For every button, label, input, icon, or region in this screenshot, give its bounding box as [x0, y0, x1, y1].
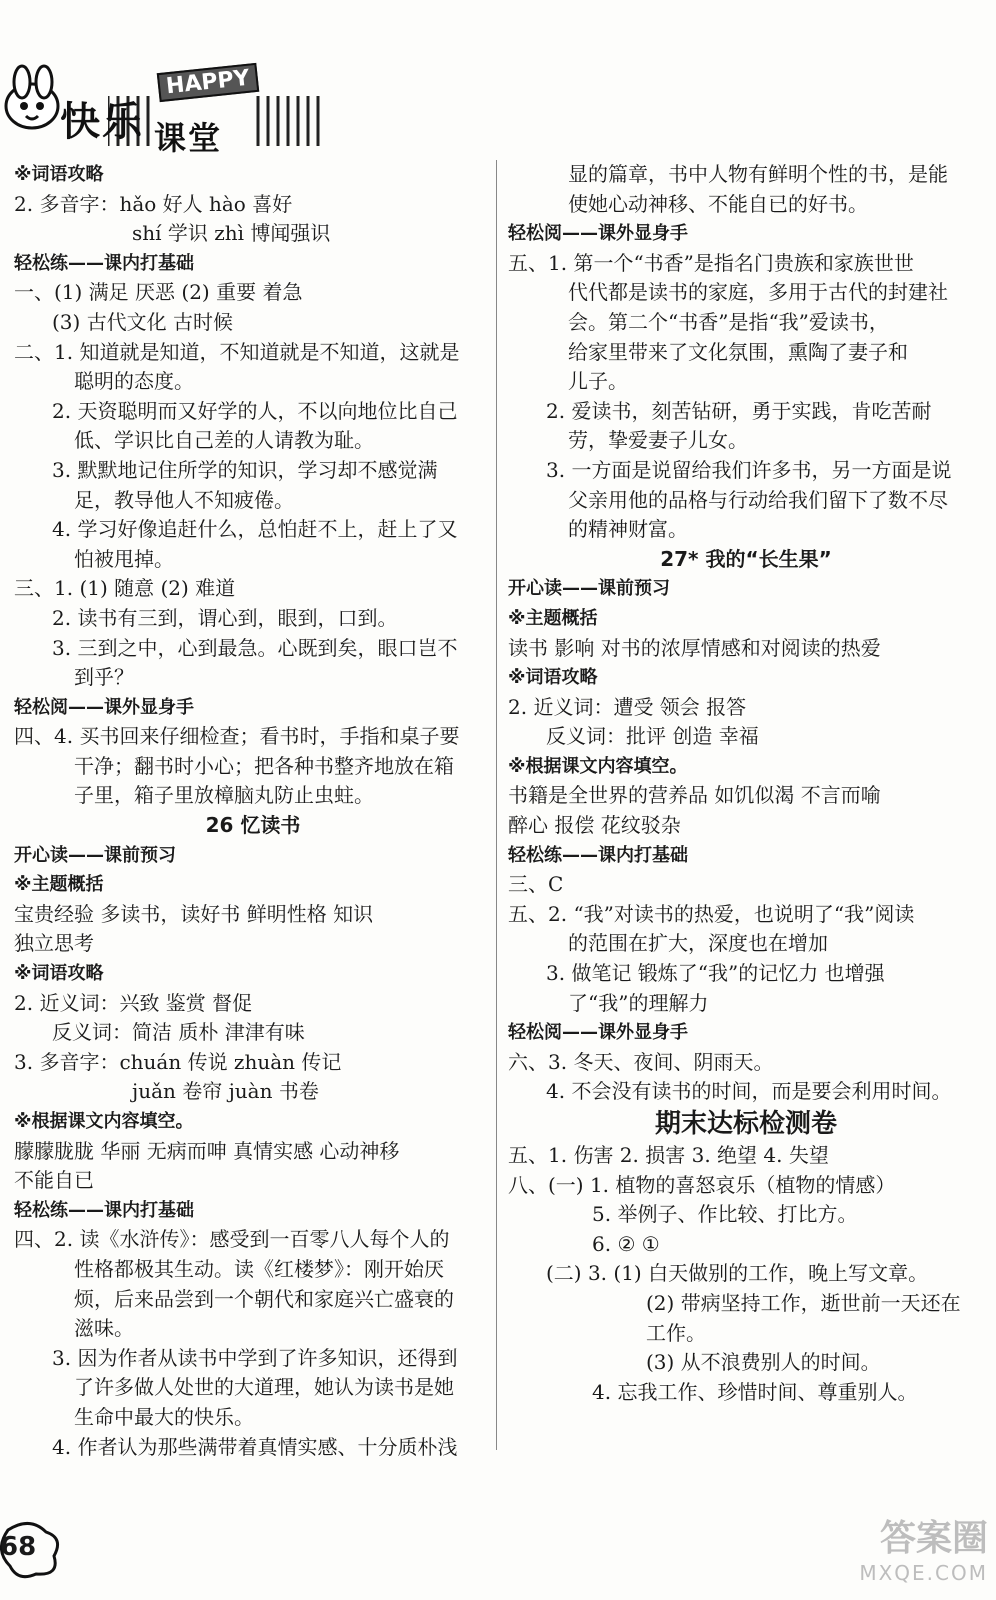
answer-line: 父亲用他的品格与行动给我们留下了数不尽 — [568, 487, 948, 512]
page-number-badge — [0, 1520, 62, 1580]
answer-line: 4. 作者认为那些满带着真情实感、十分质朴浅 — [52, 1434, 458, 1459]
answer-line: (二) 3. (1) 白天做别的工作，晚上写文章。 — [546, 1261, 929, 1286]
answer-line: 使她心动神移、不能自已的好书。 — [568, 191, 868, 216]
brand-title: 快乐 — [60, 99, 144, 145]
answer-line: 的精神财富。 — [568, 517, 688, 542]
watermark-brand: 答案圈 — [879, 1518, 988, 1559]
answer-line: 2. 多音字：hǎo 好人 hào 喜好 — [14, 191, 293, 216]
section-heading: ※词语攻略 — [14, 963, 104, 985]
watermark-url: MXQE.COM — [859, 1561, 988, 1585]
answer-line: 生命中最大的快乐。 — [74, 1404, 254, 1429]
answer-line: 5. 举例子、作比较、打比方。 — [592, 1202, 858, 1227]
answer-line: 低、学识比自己差的人请教为耻。 — [74, 428, 374, 453]
brand-subtitle: 课堂 — [154, 119, 223, 157]
left-column — [14, 160, 492, 1462]
answer-line: 2. 近义词：兴致 鉴赏 督促 — [14, 990, 253, 1015]
answer-line: 儿子。 — [568, 369, 628, 394]
section-heading: 开心读——课前预习 — [508, 578, 670, 600]
answer-line: 4. 忘我工作、珍惜时间、尊重别人。 — [592, 1379, 918, 1404]
section-heading: ※词语攻略 — [14, 164, 104, 185]
answer-line: 不能自已 — [14, 1168, 94, 1193]
answer-line: 读书 影响 对书的浓厚情感和对阅读的热爱 — [508, 635, 881, 660]
section-heading: ※词语攻略 — [508, 667, 598, 689]
answer-line: 4. 不会没有读书的时间，而是要会利用时间。 — [546, 1079, 952, 1104]
right-column — [508, 160, 984, 1407]
answer-line: 3. 因为作者从读书中学到了许多知识，还得到 — [52, 1345, 458, 1370]
answer-line: 2. 天资聪明而又好学的人，不以向地位比自己 — [52, 398, 458, 423]
answer-line: 了许多做人处世的大道理，她认为读书是她 — [74, 1375, 454, 1400]
answer-line: 宝贵经验 多读书，读好书 鲜明性格 知识 — [14, 901, 374, 926]
section-heading: 轻松阅——课外显身手 — [508, 1022, 688, 1044]
answer-line: juǎn 卷帘 juàn 书卷 — [132, 1079, 319, 1104]
answer-line: 三、1. (1) 随意 (2) 难道 — [14, 576, 236, 601]
answer-line: 3. 默默地记住所学的知识，学习却不感觉满 — [52, 457, 438, 482]
answer-line: 六、3. 冬天、夜间、阴雨天。 — [508, 1049, 774, 1074]
answer-line: 2. 近义词：遭受 领会 报答 — [508, 694, 747, 719]
section-heading: 轻松阅——课外显身手 — [508, 223, 688, 245]
answer-line: 2. 读书有三到，谓心到，眼到，口到。 — [52, 605, 398, 630]
answer-line: 五、1. 第一个“书香”是指名门贵族和家族世世 — [508, 250, 914, 275]
answer-line: 反义词：批评 创造 幸福 — [546, 724, 759, 749]
answer-line: 3. 三到之中，心到最急。心既到矣，眼口岂不 — [52, 635, 458, 660]
section-heading: 轻松练——课内打基础 — [14, 1199, 194, 1221]
answer-line: 6. ② ① — [592, 1231, 660, 1256]
answer-line: 3. 一方面是说留给我们许多书，另一方面是说 — [546, 457, 952, 482]
answer-line: 2. 爱读书，刻苦钻研，勇于实践，肯吃苦耐 — [546, 398, 932, 423]
lesson-title: 27* 我的“长生果” — [660, 546, 832, 571]
answer-line: shí 学识 zhì 博闻强识 — [132, 221, 331, 246]
page-header — [0, 0, 340, 160]
answer-line: 了“我”的理解力 — [568, 990, 709, 1015]
section-heading: ※主题概括 — [14, 874, 104, 896]
answer-line: 会。第二个“书香”是指“我”爱读书， — [568, 309, 889, 334]
answer-line: 怕被甩掉。 — [74, 546, 174, 571]
answer-line: 到乎？ — [74, 665, 134, 690]
answer-line: 一、(1) 满足 厌恶 (2) 重要 着急 — [14, 280, 303, 305]
answer-line: 滋味。 — [74, 1316, 134, 1341]
answer-line: 四、2. 读《水浒传》：感受到一百零八人每个人的 — [14, 1227, 450, 1252]
answer-line: 四、4. 买书回来仔细检查；看书时，手指和桌子要 — [14, 724, 460, 749]
answer-line: 足，教导他人不知疲倦。 — [74, 487, 294, 512]
answer-line: 聪明的态度。 — [74, 369, 194, 394]
section-heading: 开心读——课前预习 — [14, 844, 176, 866]
section-heading: ※根据课文内容填空。 — [508, 755, 688, 777]
answer-line: 独立思考 — [14, 931, 94, 956]
lesson-title: 26 忆读书 — [205, 813, 301, 838]
answer-line: 五、1. 伤害 2. 损害 3. 绝望 4. 失望 — [508, 1143, 829, 1167]
answer-line: 子里，箱子里放樟脑丸防止虫蛀。 — [74, 783, 374, 808]
lesson-title: 期末达标检测卷 — [654, 1109, 837, 1139]
section-heading: 轻松练——课内打基础 — [508, 844, 688, 866]
watermark — [838, 1510, 988, 1590]
answer-line: 朦朦胧胧 华丽 无病而呻 真情实感 心动神移 — [14, 1138, 400, 1163]
answer-line: (2) 带病坚持工作，逝世前一天还在 — [646, 1290, 961, 1315]
answer-line: 显的篇章，书中人物有鲜明个性的书，是能 — [568, 162, 948, 186]
brand-logo — [60, 90, 223, 157]
answer-line: 干净；翻书时小心；把各种书整齐地放在箱 — [74, 753, 454, 778]
answer-line: 二、1. 知道就是知道，不知道就是不知道，这就是 — [14, 339, 460, 364]
column-divider — [496, 160, 497, 1450]
section-heading: 轻松练——课内打基础 — [14, 252, 194, 274]
answer-line: 八、(一) 1. 植物的喜怒哀乐（植物的情感） — [508, 1172, 896, 1197]
answer-line: 劳，挚爱妻子儿女。 — [568, 428, 748, 453]
answer-line: 书籍是全世界的营养品 如饥似渴 不言而喻 — [508, 783, 881, 808]
answer-line: 3. 做笔记 锻炼了“我”的记忆力 也增强 — [546, 961, 885, 986]
answer-line: 烦，后来品尝到一个朝代和家庭兴亡盛衰的 — [74, 1286, 454, 1311]
section-heading: 轻松阅——课外显身手 — [14, 696, 194, 718]
answer-line: 4. 学习好像追赶什么，总怕赶不上，赶上了又 — [52, 517, 458, 542]
answer-line: 工作。 — [646, 1320, 706, 1345]
answer-line: 3. 多音字：chuán 传说 zhuàn 传记 — [14, 1049, 342, 1074]
page-number: 68 — [0, 1532, 37, 1562]
answer-line: 代代都是读书的家庭，多用于古代的封建社 — [568, 280, 948, 305]
answer-line: (3) 古代文化 古时候 — [52, 309, 234, 334]
answer-line: 给家里带来了文化氛围，熏陶了妻子和 — [568, 339, 908, 364]
section-heading: ※根据课文内容填空。 — [14, 1111, 194, 1132]
answer-line: 醉心 报偿 花纹驳杂 — [508, 813, 681, 838]
answer-line: 性格都极其生动。读《红楼梦》：刚开始厌 — [74, 1256, 444, 1281]
answer-line: 五、2. “我”对读书的热爱，也说明了“我”阅读 — [508, 901, 915, 926]
answer-line: 反义词：简洁 质朴 津津有味 — [52, 1020, 305, 1045]
answer-line: 的范围在扩大，深度也在增加 — [568, 931, 828, 956]
section-heading: ※主题概括 — [508, 607, 598, 629]
happy-badge: HAPPY — [157, 63, 259, 102]
answer-line: 三、C — [508, 872, 564, 897]
answer-line: (3) 从不浪费别人的时间。 — [646, 1350, 881, 1375]
